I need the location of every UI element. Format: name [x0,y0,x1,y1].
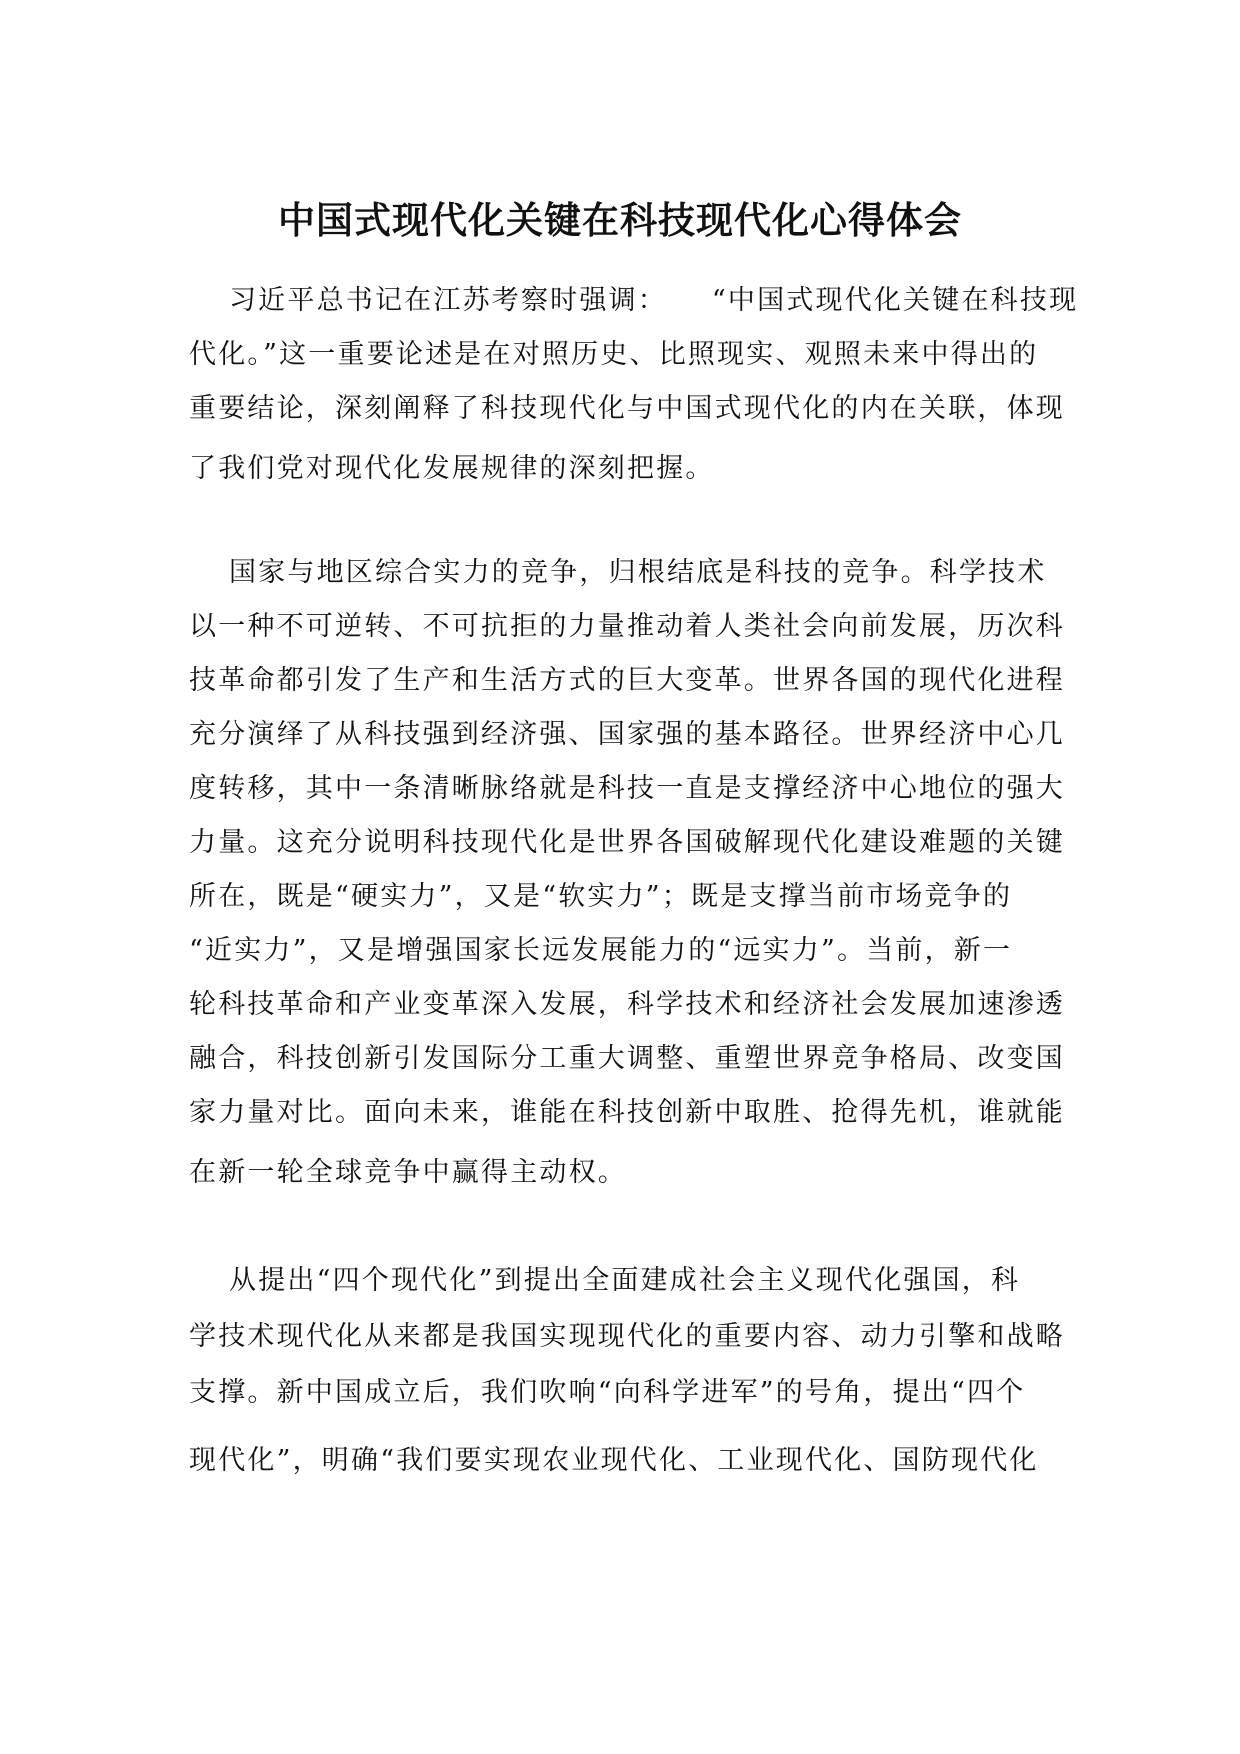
paragraph-line: 习近平总书记在江苏考察时强调： “中国式现代化关键在科技现 [189,285,1079,316]
paragraph-line: 度转移，其中一条清晰脉络就是科技一直是支撑经济中心地位的强大 [189,773,1065,804]
paragraph-line: 以一种不可逆转、不可抗拒的力量推动着人类社会向前发展，历次科 [189,611,1065,642]
paragraph-line: 重要结论，深刻阐释了科技现代化与中国式现代化的内在关联，体现 [189,393,1065,424]
paragraph-line: 家力量对比。面向未来，谁能在科技创新中取胜、抢得先机，谁就能 [189,1097,1065,1128]
paragraph-line: 所在，既是“硬实力”，又是“软实力”；既是支撑当前市场竞争的 [189,881,1013,912]
paragraph-line: 融合，科技创新引发国际分工重大调整、重塑世界竞争格局、改变国 [189,1043,1065,1074]
paragraph-line: 在新一轮全球竞争中赢得主动权。 [189,1157,627,1188]
paragraph-line: 从提出“四个现代化”到提出全面建成社会主义现代化强国，科 [189,1265,1021,1296]
document-title: 中国式现代化关键在科技现代化心得体会 [278,198,962,242]
paragraph-line: 充分演绎了从科技强到经济强、国家强的基本路径。世界经济中心几 [189,719,1065,750]
paragraph-line: 了我们党对现代化发展规律的深刻把握。 [189,453,715,484]
paragraph-line: “近实力”，又是增强国家长远发展能力的“远实力”。当前，新一 [189,935,1013,966]
paragraph-line: 技革命都引发了生产和生活方式的巨大变革。世界各国的现代化进程 [189,665,1065,696]
paragraph-line: 力量。这充分说明科技现代化是世界各国破解现代化建设难题的关键 [189,827,1065,858]
paragraph-line: 轮科技革命和产业变革深入发展，科学技术和经济社会发展加速渗透 [189,989,1065,1020]
paragraph-line: 学技术现代化从来都是我国实现现代化的重要内容、动力引擎和战略 [189,1321,1065,1352]
paragraph-line: 国家与地区综合实力的竞争，归根结底是科技的竞争。科学技术 [189,557,1047,588]
paragraph-line: 代化。”这一重要论述是在对照历史、比照现实、观照未来中得出的 [189,339,1039,370]
paragraph-line: 现代化”，明确“我们要实现农业现代化、工业现代化、国防现代化 [189,1445,1039,1476]
paragraph-line: 支撑。新中国成立后，我们吹响“向科学进军”的号角，提出“四个 [189,1377,1026,1408]
